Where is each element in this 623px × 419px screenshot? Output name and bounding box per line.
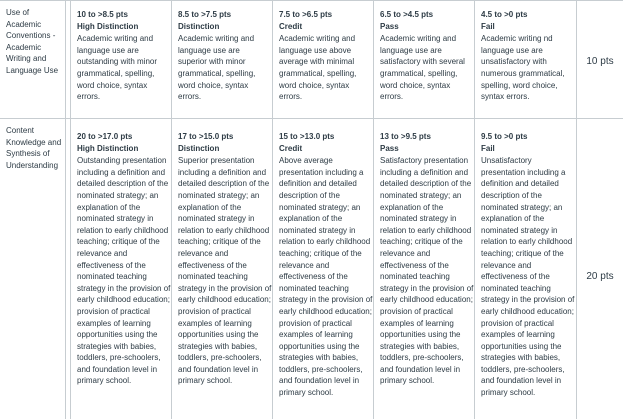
criterion-points: 10 pts (576, 1, 623, 119)
rating-cell[interactable] (171, 119, 272, 419)
rating-cell[interactable] (70, 119, 171, 419)
rating-description: Academic writing and language use are outstanding with minor grammatical, spelling, word choice, syntax errors. (77, 34, 158, 102)
ratings-group (70, 1, 576, 119)
rating-description: Satisfactory presentation including a definition and detailed description of the nominated strategy; an explanation of the nominated strategy in relation to early childhood teaching; critique of the relevance and effectiveness of the nominated teaching strategy in the provision of early childhood education; provision of practical examples of learning opportunities using the strategies with babies, toddlers, pre-schoolers, and foundation level in primary school. (380, 156, 474, 386)
rating-points-range: 15 to >13.0 pts (279, 132, 335, 141)
rating-cell[interactable] (272, 119, 373, 419)
rating-points-range: 13 to >9.5 pts (380, 132, 431, 141)
rating-cell[interactable] (474, 119, 576, 419)
rating-description: Unsatisfactory presentation including a definition and detailed description of the nominated strategy; an explanation of the nominated strategy in relation to early childhood teaching; critique of the relevance and effectiveness of the nominated teaching strategy in the provision of early childhood education; provision of practical examples of learning opportunities using the strategies with babies, toddlers, pre-schoolers, and foundation level in primary school. (481, 156, 575, 398)
rating-cell[interactable] (70, 1, 171, 119)
rating-description: Academic writing nd language use are unsatisfactory with numerous grammatical, spelling, word choice, syntax errors. (481, 34, 565, 102)
rating-cell[interactable] (373, 1, 474, 119)
rating-level: High Distinction (77, 143, 139, 153)
rating-cell[interactable] (272, 1, 373, 119)
rating-points-range: 17 to >15.0 pts (178, 132, 234, 141)
rating-description: Academic writing and language use above average with minimal grammatical, spelling, word choice, syntax errors. (279, 34, 357, 102)
rating-points-range: 6.5 to >4.5 pts (380, 10, 434, 19)
rating-cell[interactable] (171, 1, 272, 119)
criterion-description: Content Knowledge and Synthesis of Understanding (0, 119, 66, 419)
rating-level: Fail (481, 21, 495, 31)
rating-description: Academic writing and language use are satisfactory with several grammatical, spelling, word choice, syntax errors. (380, 34, 465, 102)
rating-points-range: 8.5 to >7.5 pts (178, 10, 232, 19)
rating-points-range: 4.5 to >0 pts (481, 10, 528, 19)
rating-cell[interactable] (474, 1, 576, 119)
rating-level: Credit (279, 21, 303, 31)
rating-cell[interactable] (373, 119, 474, 419)
rating-points-range: 7.5 to >6.5 pts (279, 10, 333, 19)
rating-level: Pass (380, 21, 399, 31)
rating-level: Distinction (178, 143, 220, 153)
rating-level: Distinction (178, 21, 220, 31)
rating-description: Superior presentation including a definition and detailed description of the nominated strategy; an explanation of the nominated strategy in relation to early childhood teaching; critique of the relevance and effectiveness of the nominated teaching strategy in the provision of early childhood education; provision of practical examples of learning opportunities using the strategies with babies, toddlers, pre-schoolers, and foundation level in primary school. (178, 156, 272, 386)
rating-level: Fail (481, 143, 495, 153)
criterion-description: Use of Academic Conventions - Academic Writing and Language Use (0, 1, 66, 119)
criterion-row (0, 0, 623, 119)
rating-description: Above average presentation including a definition and detailed description of the nominated strategy; an explanation of the nominated strategy in relation to early childhood teaching; critique of the relevance and effectiveness of the nominated teaching strategy in the provision of early childhood education; provision of practical examples of learning opportunities using the strategies with babies, toddlers, pre-schoolers, and foundation level in primary school. (279, 156, 373, 398)
rating-points-range: 20 to >17.0 pts (77, 132, 133, 141)
rating-description: Outstanding presentation including a definition and detailed description of the nominated strategy; an explanation of the nominated strategy in relation to early childhood teaching; critique of the relevance and effectiveness of the nominated teaching strategy in the provision of early childhood education; provision of practical examples of learning opportunities using the strategies with babies, toddlers, pre-schoolers, and foundation level in primary school. (77, 156, 171, 386)
rating-description: Academic writing and language use are superior with minor grammatical, spelling, word choice, syntax errors. (178, 34, 256, 102)
rating-level: Credit (279, 143, 303, 153)
rating-level: High Distinction (77, 21, 139, 31)
ratings-group (70, 119, 576, 419)
criterion-points: 20 pts (576, 119, 623, 419)
rating-points-range: 9.5 to >0 pts (481, 132, 528, 141)
rating-points-range: 10 to >8.5 pts (77, 10, 128, 19)
rating-level: Pass (380, 143, 399, 153)
criterion-row (0, 118, 623, 419)
